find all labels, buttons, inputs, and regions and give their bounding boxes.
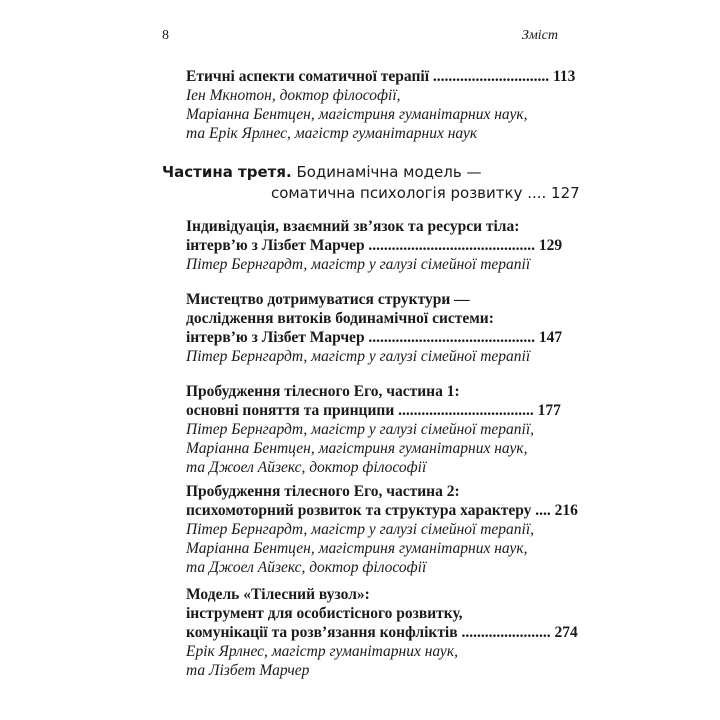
part-title-line-2: соматична психологія розвитку .... 127	[271, 184, 580, 202]
toc-entry-author: та Лізбет Марчер	[186, 662, 310, 679]
toc-entry-title: основні поняття та принципи ................................... 177	[186, 402, 561, 419]
toc-entry-author: Ерік Ярлнес, магістр гуманітарних наук,	[186, 643, 458, 660]
toc-entry-author: та Джоел Айзекс, доктор філософії	[186, 559, 427, 576]
toc-entry-title: комунікації та розв’язання конфліктів ....................... 274	[186, 624, 578, 641]
toc-entry-author: Маріанна Бентцен, магістриня гуманітарних наук,	[186, 106, 528, 123]
part-heading	[162, 162, 580, 204]
toc-entry-title: Етичні аспекти соматичної терапії .............................. 113	[186, 68, 576, 85]
toc-entry	[186, 217, 563, 274]
toc-entry-title: інтерв’ю з Лізбет Марчер ........................................... 129	[186, 237, 563, 254]
toc-entry-title: інтерв’ю з Лізбет Марчер ........................................... 147	[186, 329, 563, 346]
toc-entry	[186, 382, 561, 477]
running-header: Зміст	[521, 28, 558, 43]
toc-entry	[186, 482, 578, 577]
toc-entry-title: Модель «Тілесний вузол»:	[186, 586, 370, 603]
toc-entry-title: інструмент для особистісного розвитку,	[186, 605, 463, 622]
toc-entry-author: Пітер Бернгардт, магістр у галузі сімейної терапії	[186, 348, 531, 365]
toc-entry-author: Пітер Бернгардт, магістр у галузі сімейної терапії,	[186, 421, 535, 438]
part-label: Частина третя.	[162, 163, 292, 181]
toc-entry-author: Пітер Бернгардт, магістр у галузі сімейної терапії,	[186, 521, 535, 538]
toc-entry-author: та Ерік Ярлнес, магістр гуманітарних наук	[186, 125, 478, 142]
toc-entry	[186, 67, 576, 143]
toc-entry-author: та Джоел Айзекс, доктор філософії	[186, 459, 427, 476]
toc-entry-title: дослідження витоків бодинамічної системи:	[186, 310, 494, 327]
toc-entry-author: Маріанна Бентцен, магістриня гуманітарних наук,	[186, 440, 528, 457]
toc-entry-title: Пробудження тілесного Его, частина 2:	[186, 483, 460, 500]
toc-entry-title: Мистецтво дотримуватися структури —	[186, 291, 470, 308]
toc-entry-author: Маріанна Бентцен, магістриня гуманітарних наук,	[186, 540, 528, 557]
toc-entry-author: Пітер Бернгардт, магістр у галузі сімейної терапії	[186, 256, 531, 273]
toc-entry-title: психомоторний розвиток та структура характеру .... 216	[186, 502, 578, 519]
part-title-line-1: Бодинамічна модель —	[291, 163, 482, 181]
toc-entry	[186, 585, 578, 680]
toc-entry-title: Індивідуація, взаємний зв’язок та ресурси тіла:	[186, 218, 520, 235]
toc-entry	[186, 290, 563, 366]
toc-entry-title: Пробудження тілесного Его, частина 1:	[186, 383, 460, 400]
page-number: 8	[162, 28, 169, 43]
toc-entry-author: Іен Мкнотон, доктор філософії,	[186, 87, 401, 104]
